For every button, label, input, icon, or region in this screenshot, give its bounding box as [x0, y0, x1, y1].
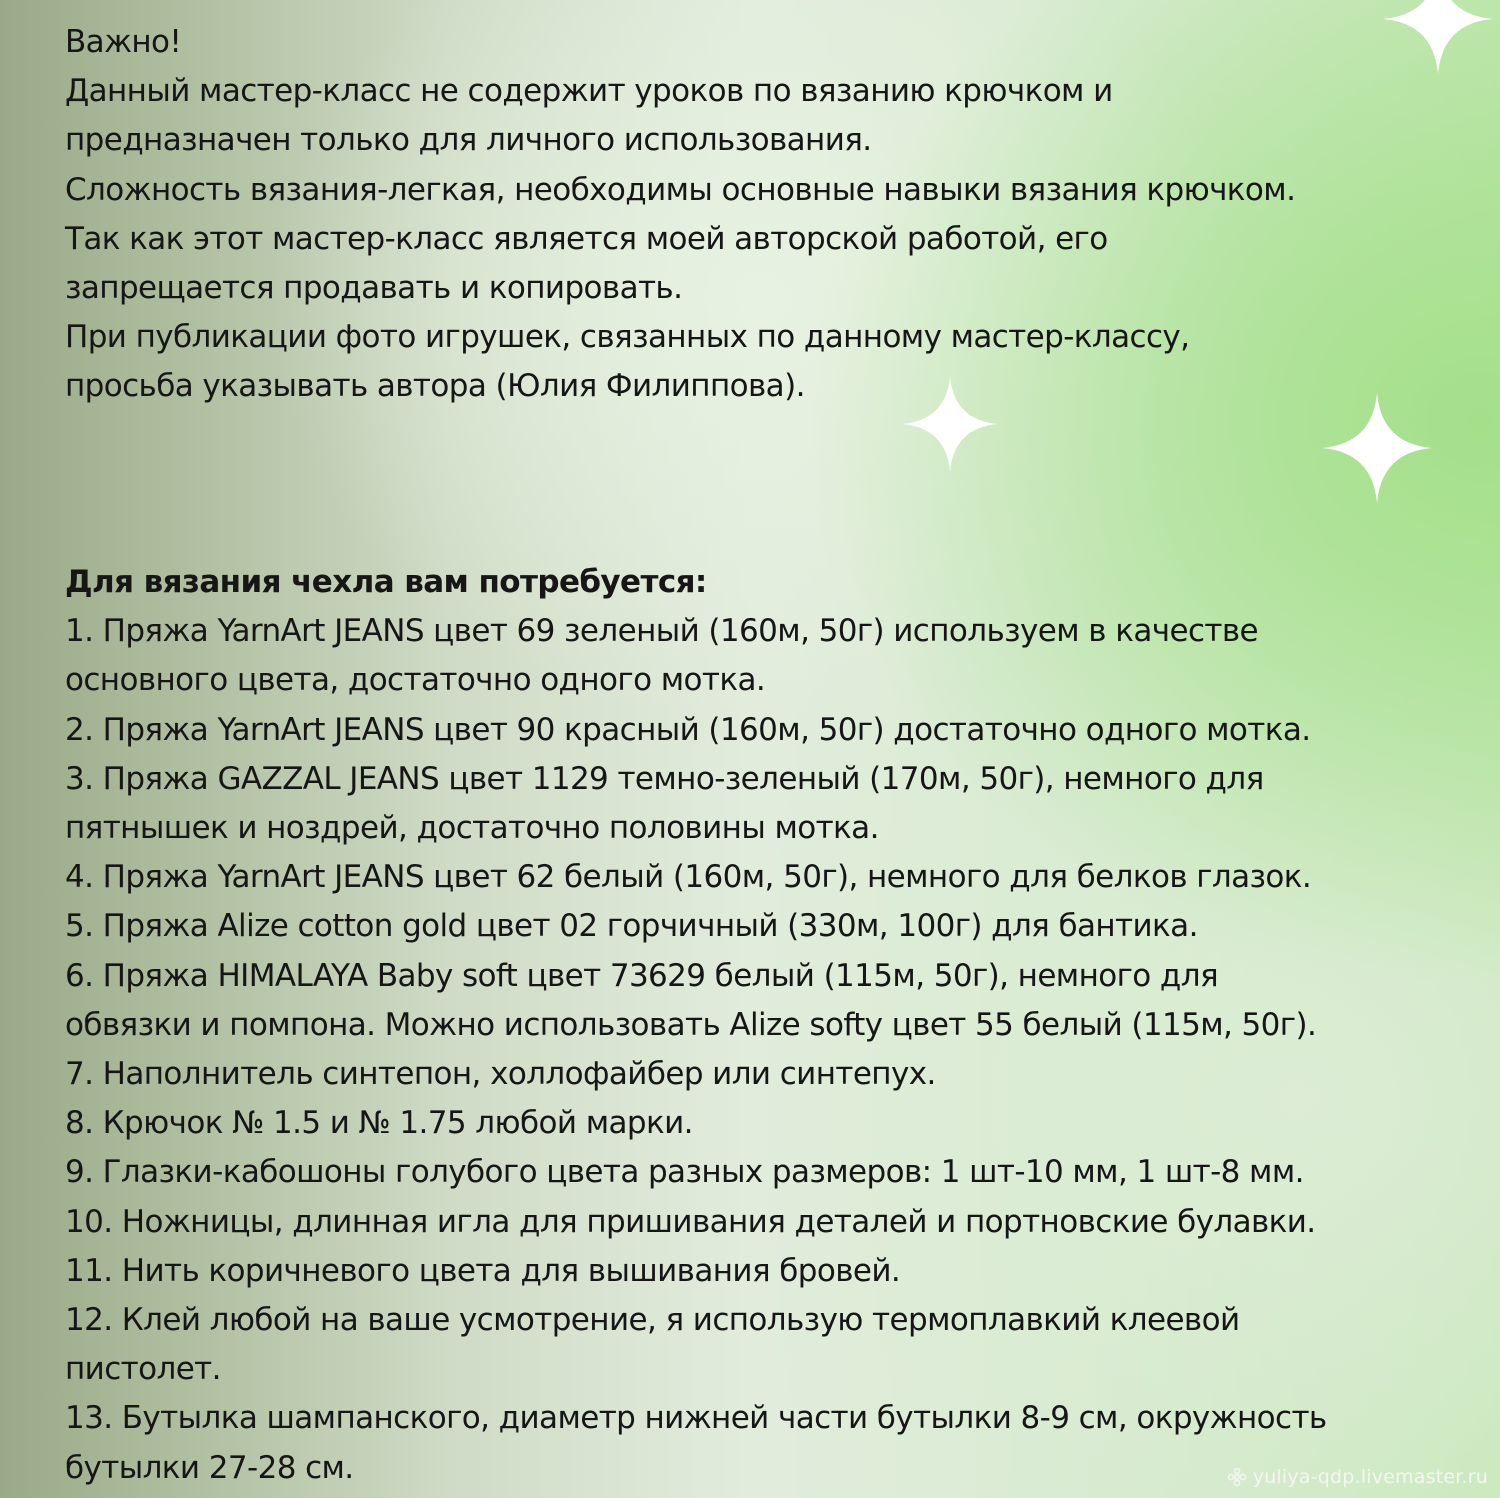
materials-line: обвязки и помпона. Можно использовать Alize softy цвет 55 белый (115м, 50г). [65, 1006, 1317, 1043]
materials-line: 9. Глазки-кабошоны голубого цвета разных размеров: 1 шт-10 мм, 1 шт-8 мм. [65, 1154, 1304, 1191]
materials-line: бутылки 27-28 см. [65, 1449, 354, 1486]
notice-line: запрещается продавать и копировать. [65, 270, 683, 307]
materials-line: 2. Пряжа YarnArt JEANS цвет 90 красный (160м, 50г) достаточно одного мотка. [65, 711, 1311, 748]
materials-line: 13. Бутылка шампанского, диаметр нижней части бутылки 8-9 см, окружность [65, 1400, 1327, 1437]
materials-line: пятнышек и ноздрей, достаточно половины мотка. [65, 810, 879, 847]
materials-line: 3. Пряжа GAZZAL JEANS цвет 1129 темно-зеленый (170м, 50г), немного для [65, 760, 1264, 797]
notice-title: Важно! [65, 24, 182, 60]
materials-line: 6. Пряжа HIMALAYA Baby soft цвет 73629 белый (115м, 50г), немного для [65, 957, 1219, 994]
notice-line: Данный мастер-класс не содержит уроков по вязанию крючком и [65, 73, 1113, 110]
materials-line: 4. Пряжа YarnArt JEANS цвет 62 белый (160м, 50г), немного для белков глазок. [65, 859, 1312, 896]
notice-line: Так как этот мастер-класс является моей авторской работой, его [65, 220, 1108, 257]
watermark [1227, 1466, 1488, 1488]
notice-line: При публикации фото игрушек, связанных по данному мастер-классу, [65, 319, 1190, 356]
materials-line: 1. Пряжа YarnArt JEANS цвет 69 зеленый (160м, 50г) используем в качестве [65, 613, 1258, 650]
materials-line: 8. Крючок № 1.5 и № 1.75 любой марки. [65, 1105, 693, 1142]
materials-line: 11. Нить коричневого цвета для вышивания бровей. [65, 1252, 901, 1289]
flower-icon [1227, 1467, 1247, 1487]
materials-line: 7. Наполнитель синтепон, холлофайбер или синтепух. [65, 1056, 936, 1093]
materials-section [65, 558, 1475, 1493]
notice-line: Сложность вязания-легкая, необходимы основные навыки вязания крючком. [65, 171, 1296, 208]
materials-line: 5. Пряжа Alize cotton gold цвет 02 горчичный (330м, 100г) для бантика. [65, 908, 1198, 945]
materials-line: 10. Ножницы, длинная игла для пришивания деталей и портновские булавки. [65, 1203, 1316, 1240]
materials-line: основного цвета, достаточно одного мотка. [65, 662, 766, 699]
notice-line: предназначен только для личного использования. [65, 122, 872, 159]
materials-line: пистолет. [65, 1351, 221, 1388]
materials-heading: Для вязания чехла вам потребуется: [65, 564, 707, 600]
watermark-text: yuliya-qdp.livemaster.ru [1252, 1466, 1488, 1488]
materials-line: 12. Клей любой на ваше усмотрение, я использую термоплавкий клеевой [65, 1302, 1240, 1339]
notice-line: просьба указывать автора (Юлия Филиппова). [65, 368, 805, 405]
notice-section [65, 18, 1475, 412]
